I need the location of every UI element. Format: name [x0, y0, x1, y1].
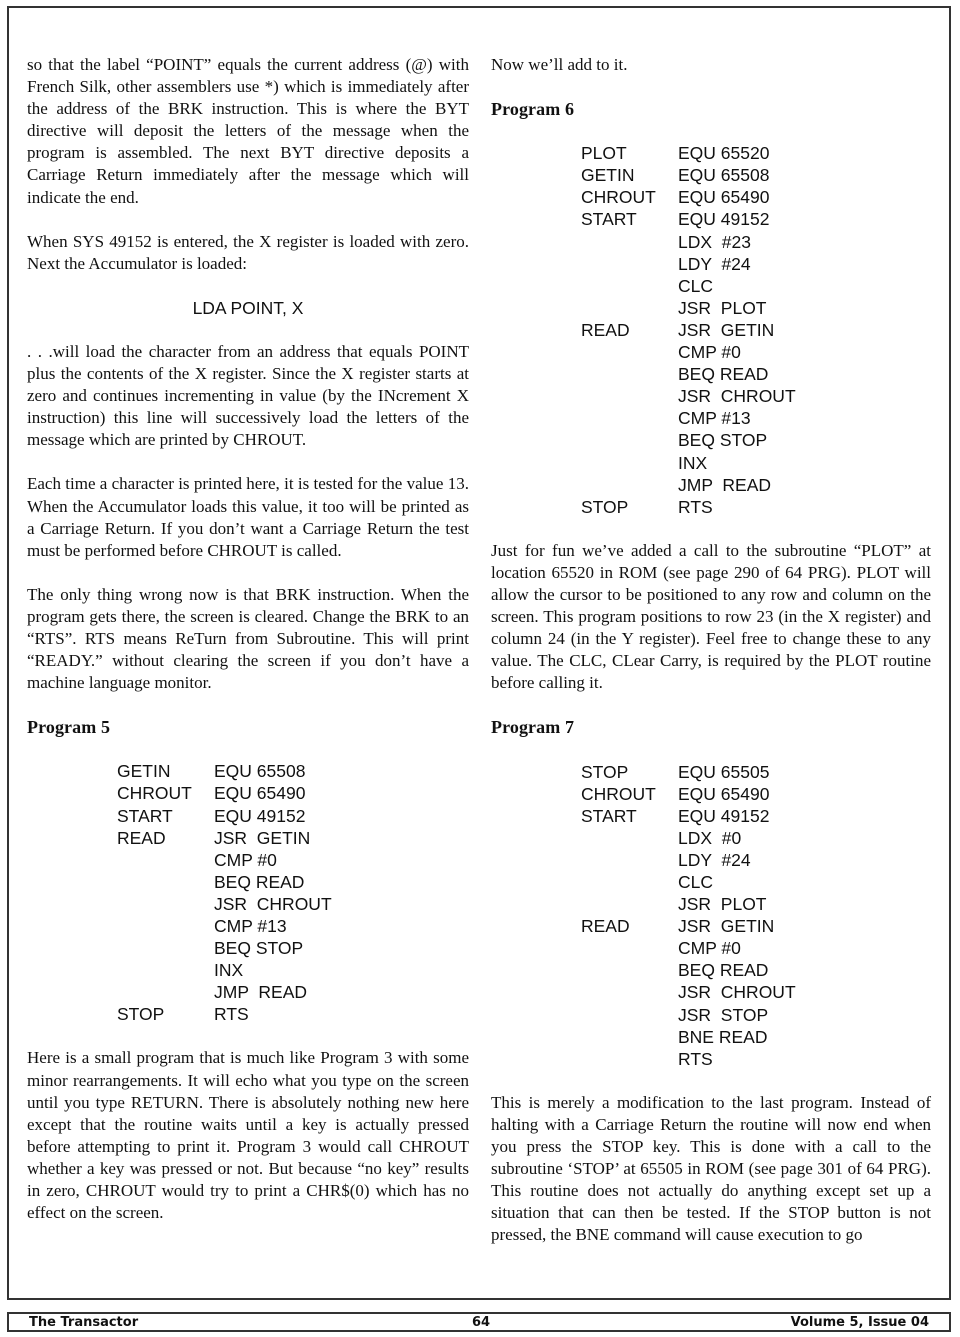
code-row	[581, 319, 931, 341]
code-label: START	[581, 805, 637, 826]
code-row	[581, 1026, 931, 1048]
paragraph: Each time a character is printed here, it is tested for the value 13. When the Accumulator loads this value, it too will be printed as a Carriage Return. If you don’t want a Carriage Return the test must be performed before CHROUT is called.	[27, 474, 469, 560]
code-label	[581, 385, 678, 407]
code-label	[581, 959, 678, 981]
paragraph: so that the label “POINT” equals the current address (@) with French Silk, other assemblers use *) which is immediately after the address of the BRK instruction. This is where the BYT directive will deposit the letters of the message when the program is assembled. The next BYT directive deposits a Carriage Return immediately after the message which will indicate the end.	[27, 55, 469, 207]
code-label	[581, 937, 678, 959]
code-instruction: EQU 65490	[678, 783, 770, 804]
code-instruction: BEQ STOP	[678, 430, 768, 451]
code-instruction: EQU 49152	[678, 805, 770, 826]
paragraph: . . .will load the character from an address that equals POINT plus the contents of the X register. Since the X register starts at zero and continues incrementing in value (by the INcrement X instruction) this line will successively load the letters of the message which are printed by CHROUT.	[27, 341, 469, 450]
code-instruction: JSR PLOT	[678, 894, 767, 915]
code-label: START	[581, 209, 637, 230]
code-instruction: EQU 49152	[214, 805, 306, 826]
program-6-heading: Program 6	[491, 99, 575, 120]
code-label	[117, 871, 214, 893]
code-instruction: LDX #0	[678, 827, 742, 848]
code-instruction: BEQ STOP	[214, 938, 304, 959]
code-row	[581, 496, 931, 518]
code-instruction: CLC	[678, 872, 714, 892]
code-row	[117, 827, 469, 849]
code-label: READ	[581, 319, 630, 340]
program-7-heading: Program 7	[491, 717, 575, 738]
code-instruction: CMP #0	[678, 342, 741, 363]
right-column	[491, 54, 931, 1247]
paragraph: Here is a small program that is much like Program 3 with some minor rearrangements. It will echo what you type on the screen until you type RETURN. There is absolutely nothing new here except that the routine waits until a key is actually pressed before attempting to print it. Program 3 would call CHROUT whether a key was pressed or not. But because “no key” results in zero, CHROUT would try to print a CHR$(0) which has no effect on the screen.	[27, 1048, 469, 1223]
code-label: CHROUT	[117, 783, 192, 804]
program-5-listing	[27, 760, 469, 1025]
code-row	[581, 474, 931, 496]
code-label	[117, 981, 214, 1003]
code-label	[581, 429, 678, 451]
code-label	[581, 297, 678, 319]
code-row	[581, 164, 931, 186]
publication-name: The Transactor	[29, 1315, 139, 1330]
code-instruction: LDY #24	[678, 253, 751, 274]
code-label	[581, 981, 678, 1003]
code-label	[117, 959, 214, 981]
code-row	[581, 783, 931, 805]
code-instruction: BEQ READ	[678, 364, 769, 385]
code-instruction: CMP #13	[214, 916, 287, 936]
code-instruction: EQU 65508	[214, 761, 306, 782]
paragraph: Now we’ll add to it.	[491, 55, 628, 74]
code-instruction: CMP #0	[214, 849, 277, 870]
code-row	[117, 959, 469, 981]
paragraph: The only thing wrong now is that BRK instruction. When the program gets there, the screen is cleared. Change the BRK to an “RTS”. RTS means ReTurn from Subroutine. This will print “READY.” without clearing the screen if you don’t have a machine language monitor.	[27, 584, 469, 693]
code-label	[581, 849, 678, 871]
code-row	[117, 805, 469, 827]
code-row	[581, 363, 931, 385]
code-row	[581, 385, 931, 407]
code-row	[581, 937, 931, 959]
code-label	[581, 363, 678, 385]
code-row	[581, 893, 931, 915]
code-label: GETIN	[117, 761, 171, 782]
code-label	[581, 871, 678, 893]
code-row	[581, 429, 931, 451]
code-instruction: INX	[678, 452, 708, 473]
code-row	[581, 186, 931, 208]
code-instruction: RTS	[678, 496, 713, 517]
code-row	[581, 452, 931, 474]
code-label	[117, 937, 214, 959]
code-label	[581, 1048, 678, 1070]
code-row	[581, 1004, 931, 1026]
code-row	[581, 959, 931, 981]
code-instruction: LDY #24	[678, 849, 751, 870]
code-instruction: LDX #23	[678, 231, 751, 252]
code-row	[581, 208, 931, 230]
code-row	[581, 1048, 931, 1070]
paragraph: When SYS 49152 is entered, the X register is loaded with zero. Next the Accumulator is loaded:	[27, 231, 469, 273]
code-label	[581, 231, 678, 253]
code-label	[581, 407, 678, 429]
code-instruction: JSR GETIN	[678, 319, 775, 340]
code-instruction: JSR CHROUT	[678, 982, 796, 1003]
code-instruction: JMP READ	[214, 982, 308, 1003]
code-row	[581, 805, 931, 827]
code-label	[117, 915, 214, 937]
code-label	[581, 275, 678, 297]
code-label: STOP	[581, 496, 629, 517]
code-row	[581, 275, 931, 297]
code-instruction: BEQ READ	[214, 871, 305, 892]
code-row	[581, 871, 931, 893]
code-label	[581, 1004, 678, 1026]
code-row	[581, 915, 931, 937]
code-label: PLOT	[581, 143, 627, 164]
code-line: LDA POINT, X	[192, 297, 304, 318]
code-row	[117, 1003, 469, 1025]
code-row	[117, 981, 469, 1003]
page-number: 64	[472, 1315, 491, 1330]
code-row	[581, 981, 931, 1003]
code-instruction: INX	[214, 960, 244, 981]
code-label: STOP	[117, 1004, 165, 1025]
code-row	[117, 760, 469, 782]
code-row	[117, 937, 469, 959]
code-label	[581, 827, 678, 849]
code-row	[117, 849, 469, 871]
code-instruction: JSR CHROUT	[678, 386, 796, 407]
code-instruction: EQU 49152	[678, 209, 770, 230]
code-row	[117, 893, 469, 915]
code-label: CHROUT	[581, 187, 656, 208]
paragraph: Just for fun we’ve added a call to the subroutine “PLOT” at location 65520 in ROM (see page 290 of 64 PRG). PLOT will allow the cursor to be positioned to any row and column on the screen. This program positions to row 23 (in the X register) and column 24 (in the Y register). Feel free to change these to any value. The CLC, CLear Carry, is required by the PLOT routine before calling it.	[491, 540, 931, 693]
page-footer	[7, 1312, 951, 1332]
code-label: CHROUT	[581, 783, 656, 804]
issue-label: Volume 5, Issue 04	[790, 1315, 929, 1330]
code-label	[117, 849, 214, 871]
code-row	[117, 782, 469, 804]
code-instruction: JSR GETIN	[678, 916, 775, 937]
code-row	[581, 231, 931, 253]
code-instruction: JMP READ	[678, 474, 772, 495]
code-row	[117, 871, 469, 893]
code-instruction: EQU 65520	[678, 143, 770, 164]
code-row	[117, 915, 469, 937]
code-row	[581, 142, 931, 164]
code-row	[581, 407, 931, 429]
code-label: STOP	[581, 761, 629, 782]
program-5-heading: Program 5	[27, 717, 111, 738]
code-label: READ	[581, 916, 630, 937]
code-instruction: JSR STOP	[678, 1004, 769, 1025]
code-instruction: EQU 65505	[678, 761, 770, 782]
code-label: GETIN	[581, 165, 635, 186]
code-instruction: EQU 65490	[678, 187, 770, 208]
code-label	[581, 341, 678, 363]
code-instruction: RTS	[214, 1004, 249, 1025]
code-label	[581, 452, 678, 474]
code-label	[117, 893, 214, 915]
code-instruction: CMP #13	[678, 408, 751, 429]
code-label	[581, 1026, 678, 1048]
code-instruction: JSR PLOT	[678, 297, 767, 318]
program-6-listing	[491, 142, 931, 518]
code-instruction: JSR CHROUT	[214, 893, 332, 914]
code-row	[581, 849, 931, 871]
code-instruction: CLC	[678, 275, 714, 296]
code-instruction: JSR GETIN	[214, 827, 311, 848]
code-instruction: BEQ READ	[678, 960, 769, 981]
code-label	[581, 474, 678, 496]
code-row	[581, 297, 931, 319]
left-column	[27, 54, 469, 1224]
code-instruction: BNE READ	[678, 1026, 768, 1047]
code-instruction: EQU 65508	[678, 165, 770, 186]
code-instruction: CMP #0	[678, 938, 741, 959]
code-row	[581, 827, 931, 849]
code-label	[581, 253, 678, 275]
code-row	[581, 341, 931, 363]
code-label: READ	[117, 827, 166, 848]
code-instruction: EQU 65490	[214, 783, 306, 804]
code-row	[581, 253, 931, 275]
code-instruction: RTS	[678, 1048, 713, 1069]
program-7-listing	[491, 761, 931, 1070]
code-row	[581, 761, 931, 783]
paragraph: This is merely a modification to the last program. Instead of halting with a Carriage Return the routine will now end when you press the STOP key. This is done with a call to the subroutine ‘STOP’ at 65505 in ROM (see page 301 of 64 PRG). This routine does not actually do anything except set up a situation that can then be tested. If the STOP button is not pressed, the BNE command will cause execution to go	[491, 1092, 931, 1245]
code-label: START	[117, 805, 173, 826]
code-label	[581, 893, 678, 915]
